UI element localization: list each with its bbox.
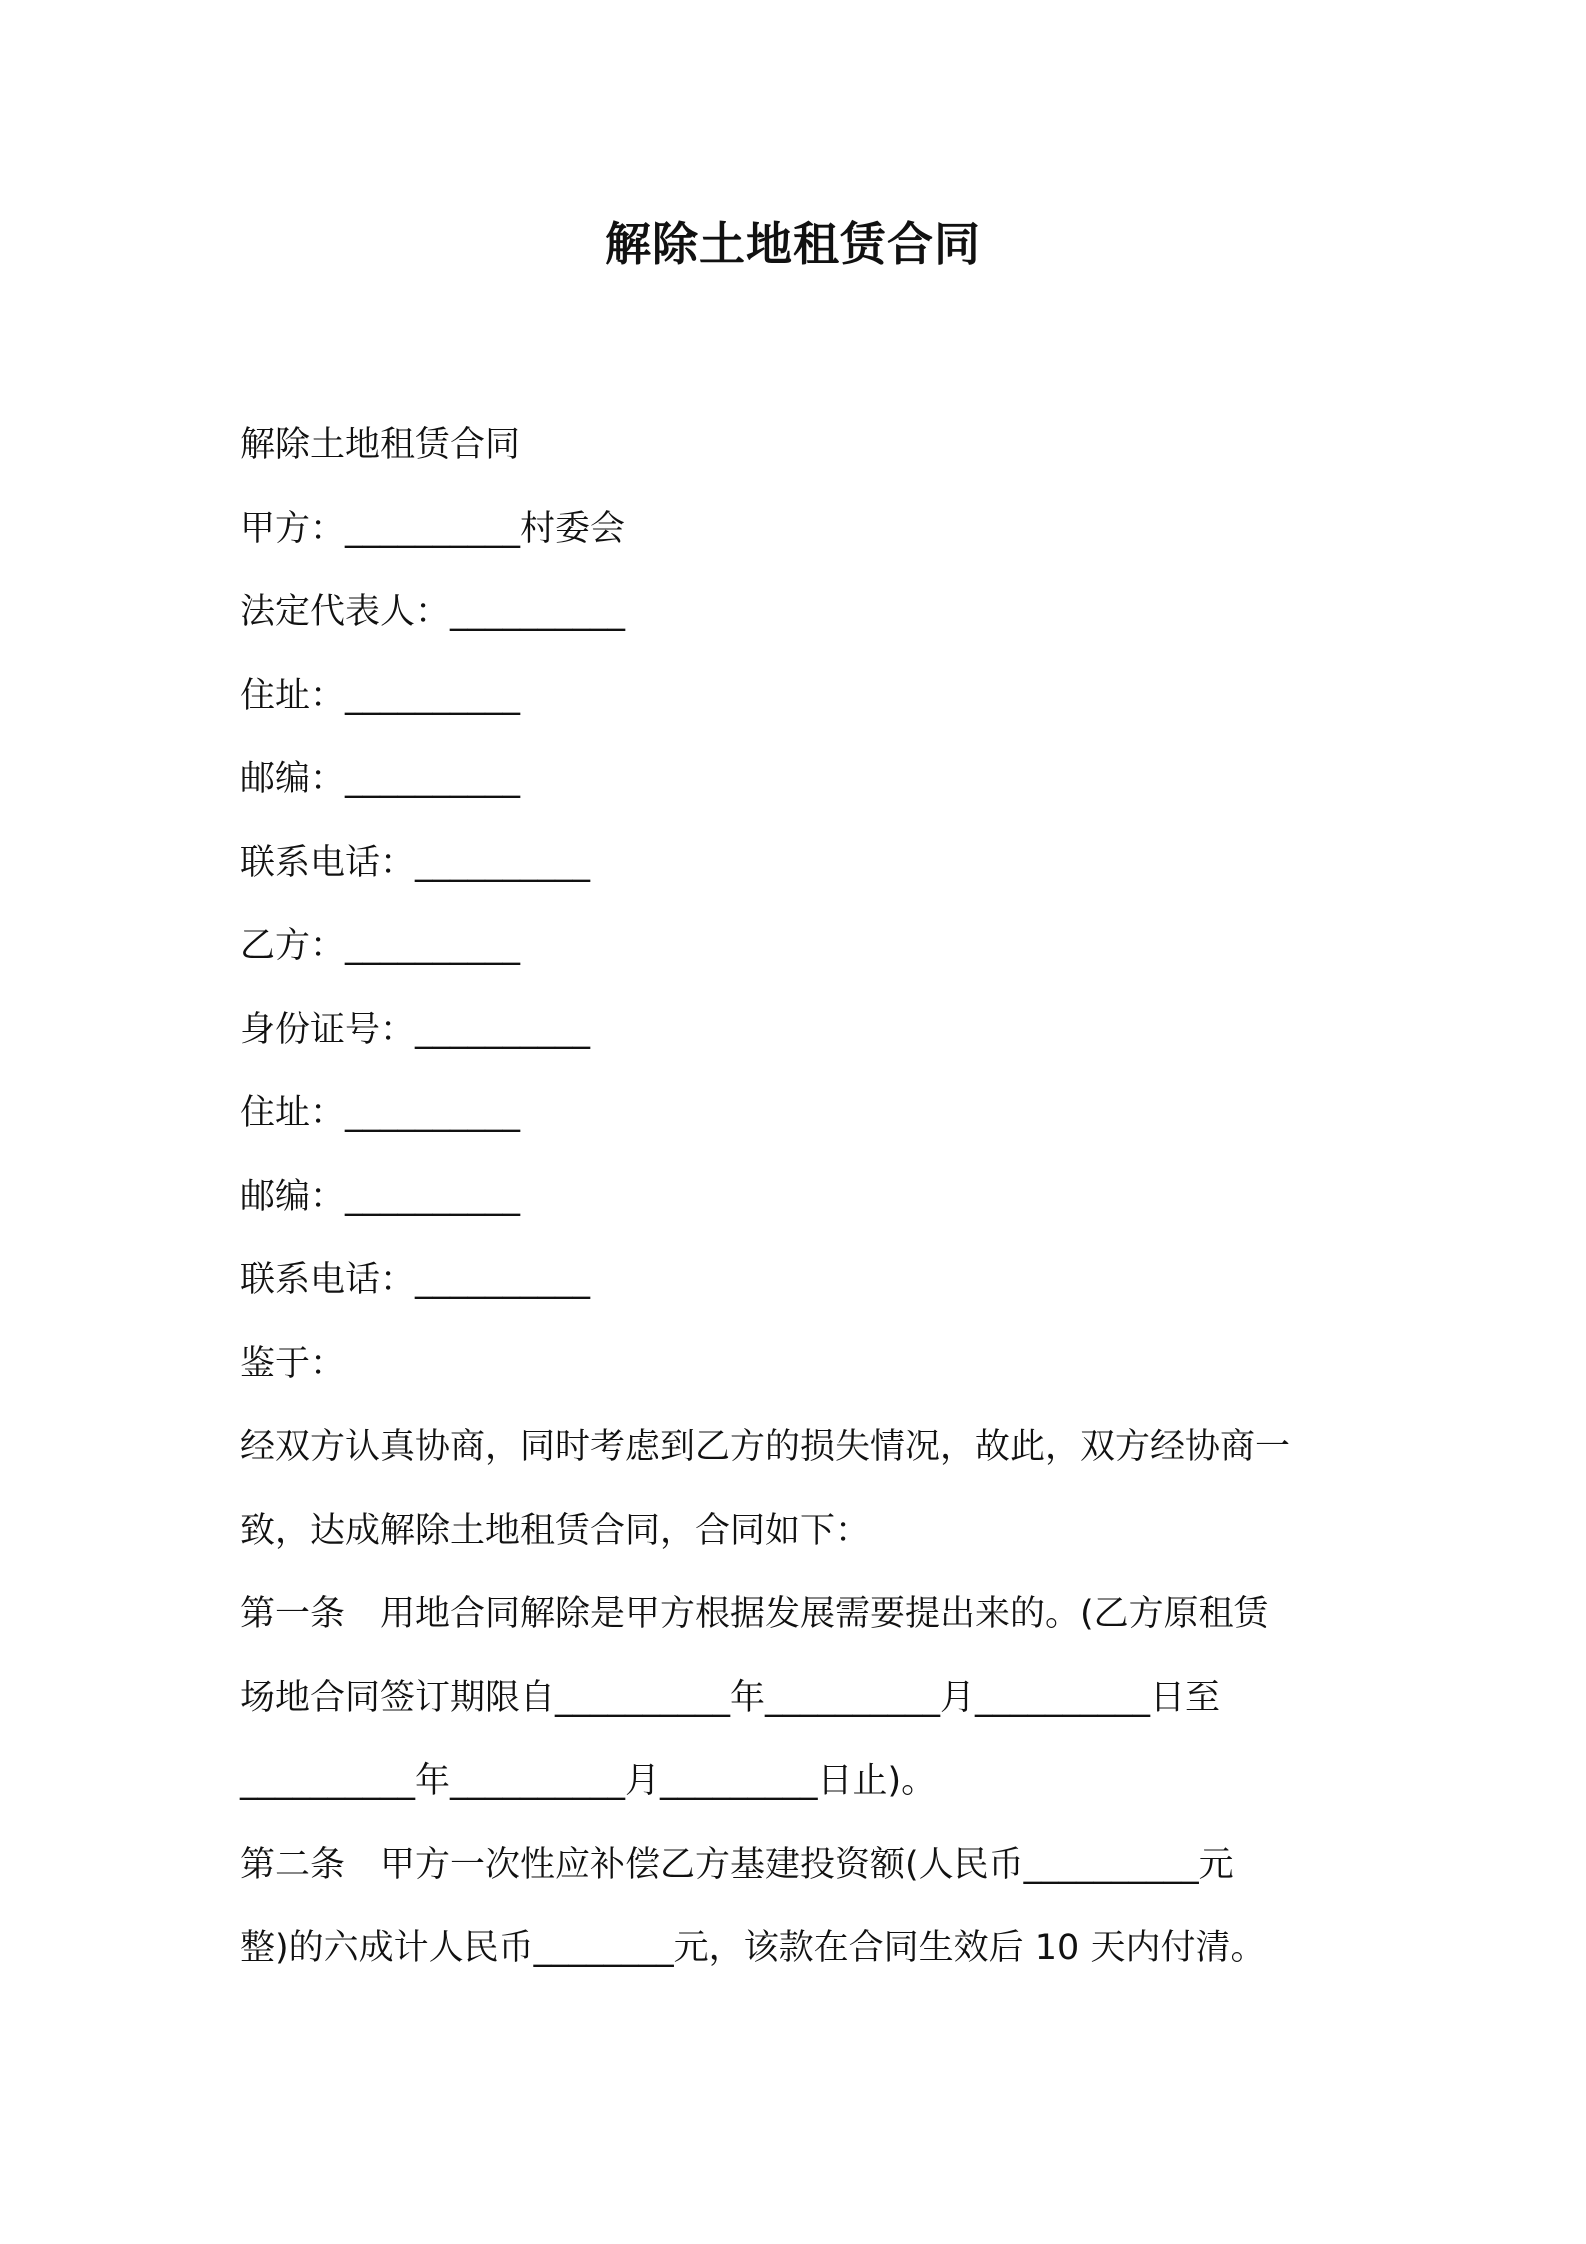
article-1-line-3: __________年__________月_________日止)。 bbox=[240, 1761, 937, 1801]
party-b-postcode-line: 邮编：__________ bbox=[240, 1176, 521, 1217]
party-b-phone-line: 联系电话：__________ bbox=[240, 1260, 591, 1300]
preamble-line-2: 致，达成解除土地租赁合同，合同如下： bbox=[240, 1510, 871, 1551]
document-body bbox=[240, 404, 1360, 1991]
article-1-line-2: 场地合同签订期限自__________年__________月__________日至 bbox=[240, 1677, 1221, 1718]
preamble-line-1: 经双方认真协商，同时考虑到乙方的损失情况，故此，双方经协商一 bbox=[240, 1427, 1291, 1467]
whereas-line: 鉴于： bbox=[240, 1343, 346, 1384]
article-2-line-2: 整)的六成计人民币________元，该款在合同生效后 10 天内付清。 bbox=[240, 1928, 1266, 1968]
party-b-line: 乙方：__________ bbox=[240, 926, 521, 966]
document-title: 解除土地租赁合同 bbox=[605, 217, 981, 271]
subtitle-line: 解除土地租赁合同 bbox=[240, 425, 521, 465]
party-a-phone-line: 联系电话：__________ bbox=[240, 842, 591, 883]
party-b-address-line: 住址：__________ bbox=[240, 1093, 521, 1133]
legal-representative-line: 法定代表人：__________ bbox=[240, 592, 626, 632]
party-a-address-line: 住址：__________ bbox=[240, 675, 521, 716]
party-a-postcode-line: 邮编：__________ bbox=[240, 759, 521, 799]
party-b-id-line: 身份证号：__________ bbox=[240, 1009, 591, 1050]
article-1-line-1: 第一条 用地合同解除是甲方根据发展需要提出来的。(乙方原租赁 bbox=[240, 1594, 1269, 1634]
article-2-line-1: 第二条 甲方一次性应补偿乙方基建投资额(人民币__________元 bbox=[240, 1844, 1234, 1885]
party-a-line: 甲方：__________村委会 bbox=[240, 508, 626, 549]
